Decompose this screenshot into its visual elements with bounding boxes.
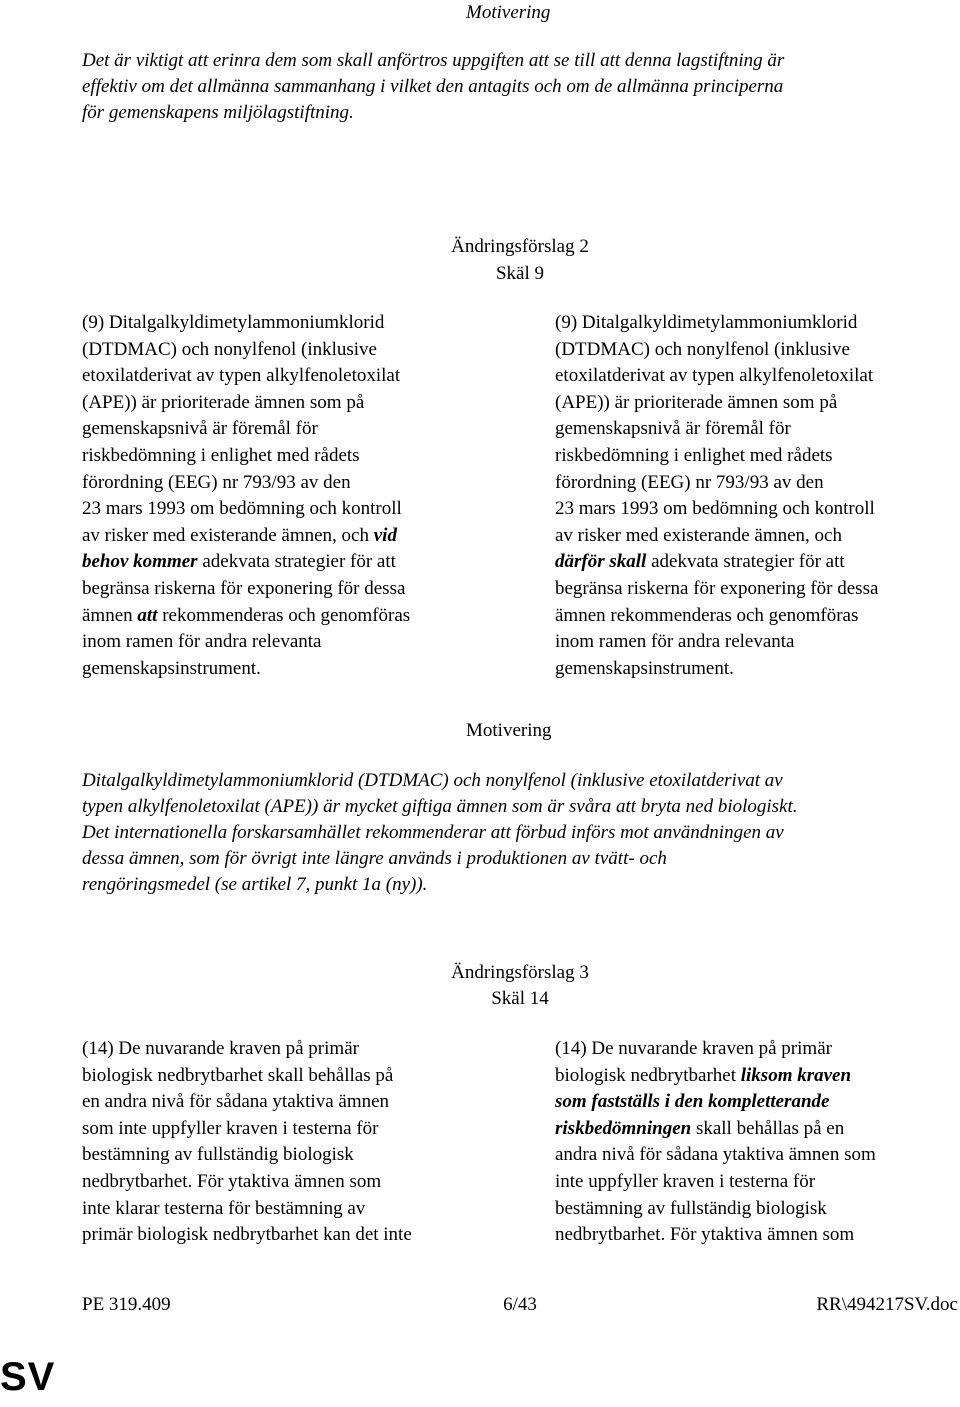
text-segment: gemenskapsinstrument. [555, 657, 734, 679]
text-segment: riskbedömning i enlighet med rådets [555, 444, 833, 466]
column-text-line [82, 1169, 412, 1196]
text-segment: begränsa riskerna för exponering för dessa [555, 577, 879, 599]
amendment-2-title: Ändringsförslag 2 [451, 236, 589, 257]
footer-document-id: RR\494217SV.doc [816, 1294, 958, 1315]
amendment-3-original-column [82, 1036, 412, 1249]
text-segment: av risker med existerande ämnen, och [555, 524, 842, 546]
text-segment: begränsa riskerna för exponering för dessa [82, 577, 406, 599]
motivation-text-line: Det är viktigt att erinra dem som skall anförtros uppgiften att se till att denna lagstiftning är [82, 50, 785, 71]
text-segment: inte uppfyller kraven i testerna för [555, 1170, 816, 1192]
text-segment: (14) De nuvarande kraven på primär [82, 1038, 359, 1059]
column-text-line [555, 1063, 876, 1090]
column-text-line [82, 1089, 412, 1116]
motivation-text-line: dessa ämnen, som för övrigt inte längre används i produktionen av tvätt- och [82, 848, 667, 869]
column-text-line [555, 1089, 876, 1116]
text-segment: gemenskapsnivå är föremål för [82, 418, 318, 440]
column-text-line [555, 1169, 876, 1196]
emphasized-change: vid [373, 524, 397, 546]
text-segment: 23 mars 1993 om bedömning och kontroll [82, 498, 402, 520]
text-segment: (DTDMAC) och nonylfenol (inklusive [82, 338, 377, 360]
column-text-line [555, 576, 878, 603]
footer-page-number: 6/43 [503, 1294, 537, 1315]
emphasized-change: liksom kraven [740, 1064, 852, 1086]
text-segment: gemenskapsinstrument. [82, 657, 261, 679]
text-segment: etoxilatderivat av typen alkylfenoletoxilat [555, 365, 874, 387]
text-segment: inom ramen för andra relevanta [82, 631, 322, 653]
column-text-line [82, 576, 410, 603]
amendment-2-subtitle: Skäl 9 [495, 263, 545, 284]
text-segment: gemenskapsnivå är föremål för [555, 418, 791, 440]
text-segment: förordning (EEG) nr 793/93 av den [555, 471, 824, 493]
language-code: SV [0, 1355, 56, 1399]
text-segment: etoxilatderivat av typen alkylfenoletoxilat [82, 365, 401, 387]
column-text-line [82, 470, 410, 497]
column-text-line [82, 1036, 412, 1063]
text-segment: en andra nivå för sådana ytaktiva ämnen [82, 1091, 390, 1113]
column-text-line [82, 523, 410, 550]
column-text-line [82, 310, 410, 337]
motivation-heading-1: Motivering [466, 2, 551, 23]
text-segment: riskbedömning i enlighet med rådets [82, 444, 360, 466]
text-segment: bestämning av fullständig biologisk [82, 1144, 354, 1166]
emphasized-change: riskbedömningen [555, 1117, 692, 1139]
text-segment: nedbrytbarhet. För ytaktiva ämnen som [82, 1170, 382, 1192]
column-text-line [82, 603, 410, 630]
text-segment: (APE)) är prioriterade ämnen som på [555, 391, 838, 413]
amendment-2-original-column [82, 310, 410, 682]
column-text-line [82, 496, 410, 523]
text-segment: biologisk nedbrytbarhet skall behållas på [82, 1064, 394, 1086]
motivation-heading-2: Motivering [466, 720, 552, 741]
text-segment: andra nivå för sådana ytaktiva ämnen som [555, 1144, 876, 1166]
text-segment: biologisk nedbrytbarhet [555, 1064, 741, 1086]
footer-reference: PE 319.409 [82, 1294, 171, 1315]
column-text-line [555, 1222, 876, 1249]
column-text-line [82, 416, 410, 443]
emphasized-change: behov kommer [82, 551, 198, 573]
text-segment: skall behållas på en [691, 1117, 845, 1139]
emphasized-change: som fastställs i den kompletterande [555, 1091, 830, 1113]
column-text-line [82, 363, 410, 390]
text-segment: (14) De nuvarande kraven på primär [555, 1038, 832, 1059]
motivation-text-line: Det internationella forskarsamhället rekommenderar att förbud införs mot användningen av [82, 822, 784, 843]
column-text-line [82, 443, 410, 470]
column-text-line [555, 310, 878, 337]
column-text-line [555, 1116, 876, 1143]
column-text-line [555, 337, 878, 364]
motivation-text-line: för gemenskapens miljölagstiftning. [82, 102, 354, 123]
text-segment: 23 mars 1993 om bedömning och kontroll [555, 498, 875, 520]
text-segment: primär biologisk nedbrytbarhet kan det inte [82, 1224, 412, 1246]
amendment-3-subtitle: Skäl 14 [491, 988, 549, 1009]
column-text-line [555, 470, 878, 497]
column-text-line [555, 496, 878, 523]
text-segment: ämnen rekommenderas och genomföras [555, 604, 859, 626]
column-text-line [555, 523, 878, 550]
motivation-text-line: typen alkylfenoletoxilat (APE)) är mycket giftiga ämnen som är svåra att bryta ned biologiskt. [82, 796, 798, 817]
column-text-line [82, 1116, 412, 1143]
text-segment: inom ramen för andra relevanta [555, 631, 795, 653]
text-segment: adekvata strategier för att [646, 551, 845, 573]
column-text-line [82, 1142, 412, 1169]
column-text-line [555, 1142, 876, 1169]
text-segment: ämnen [82, 604, 138, 626]
motivation-text-line: rengöringsmedel (se artikel 7, punkt 1a (ny)). [82, 874, 428, 895]
text-segment: av risker med existerande ämnen, och [82, 524, 374, 546]
column-text-line [555, 363, 878, 390]
amendment-3-amended-column [555, 1036, 876, 1249]
text-segment: rekommenderas och genomföras [157, 604, 411, 626]
column-text-line [82, 549, 410, 576]
column-text-line [82, 1196, 412, 1223]
column-text-line [82, 390, 410, 417]
column-text-line [555, 549, 878, 576]
text-segment: (9) Ditalgalkyldimetylammoniumklorid [82, 312, 385, 333]
column-text-line [555, 416, 878, 443]
text-segment: som inte uppfyller kraven i testerna för [82, 1117, 379, 1139]
text-segment: bestämning av fullständig biologisk [555, 1197, 827, 1219]
amendment-3-title: Ändringsförslag 3 [451, 962, 589, 983]
column-text-line [555, 629, 878, 656]
column-text-line [555, 1036, 876, 1063]
column-text-line [555, 656, 878, 683]
column-text-line [82, 656, 410, 683]
column-text-line [82, 1222, 412, 1249]
amendment-2-amended-column [555, 310, 878, 682]
text-segment: (APE)) är prioriterade ämnen som på [82, 391, 365, 413]
column-text-line [82, 1063, 412, 1090]
column-text-line [82, 629, 410, 656]
text-segment: (DTDMAC) och nonylfenol (inklusive [555, 338, 850, 360]
text-segment: (9) Ditalgalkyldimetylammoniumklorid [555, 312, 858, 333]
emphasized-change: därför skall [555, 551, 647, 573]
text-segment: inte klarar testerna för bestämning av [82, 1197, 366, 1219]
column-text-line [555, 443, 878, 470]
column-text-line [555, 603, 878, 630]
text-segment: adekvata strategier för att [197, 551, 396, 573]
emphasized-change: att [137, 604, 158, 626]
motivation-text-line: Ditalgalkyldimetylammoniumklorid (DTDMAC) och nonylfenol (inklusive etoxilatderivat av [82, 770, 783, 791]
column-text-line [555, 1196, 876, 1223]
column-text-line [555, 390, 878, 417]
text-segment: nedbrytbarhet. För ytaktiva ämnen som [555, 1224, 855, 1246]
text-segment: förordning (EEG) nr 793/93 av den [82, 471, 351, 493]
motivation-text-line: effektiv om det allmänna sammanhang i vilket den antagits och om de allmänna principerna [82, 76, 784, 97]
column-text-line [82, 337, 410, 364]
